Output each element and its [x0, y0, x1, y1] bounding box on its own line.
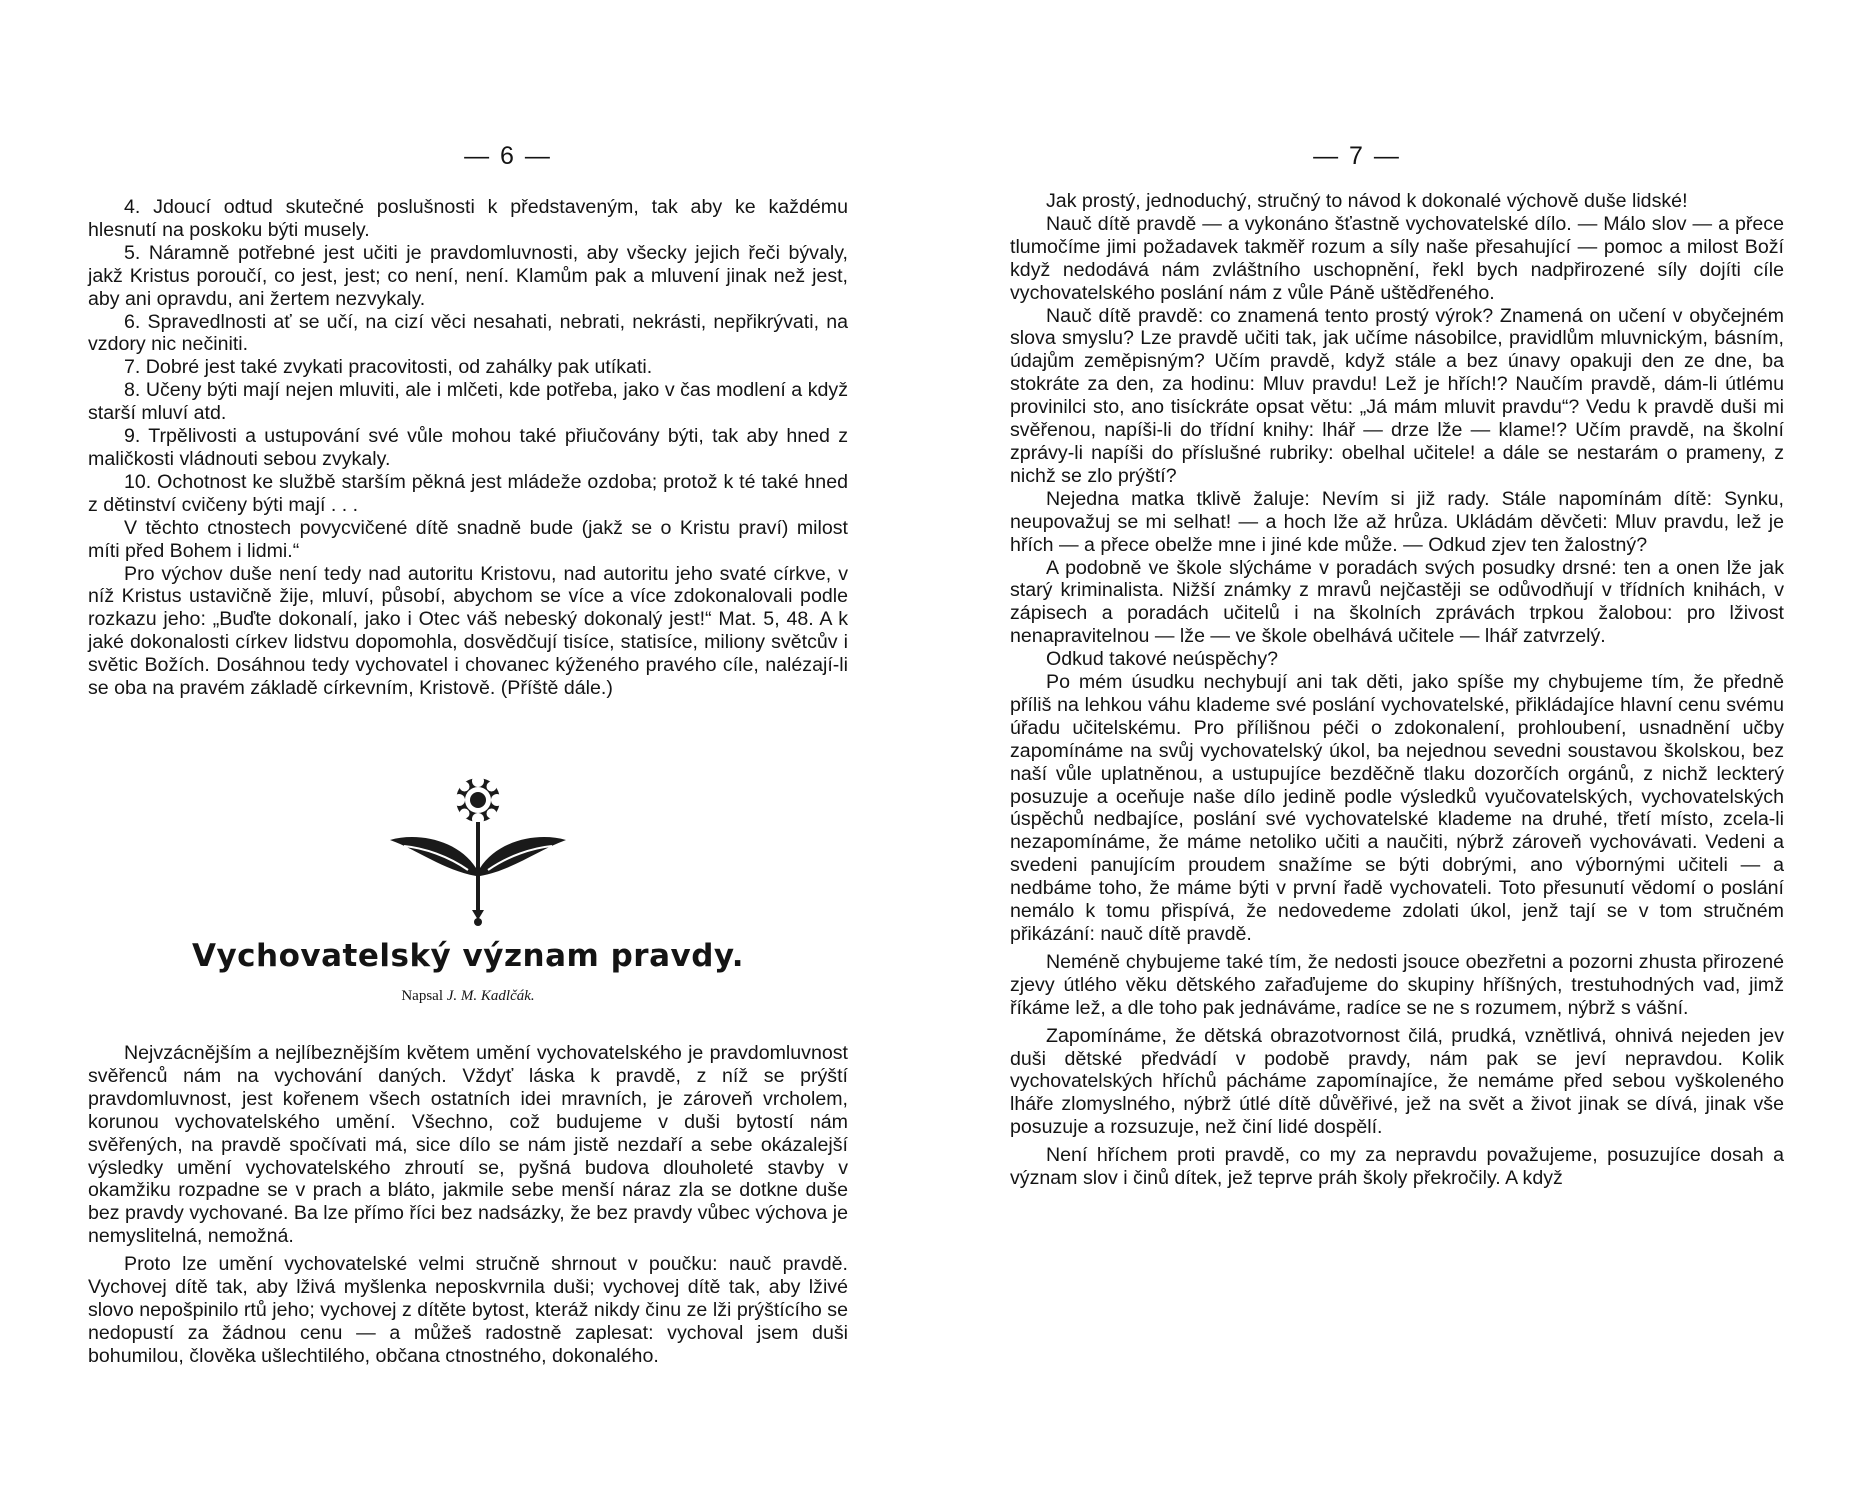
paragraph: Pro výchov duše není tedy nad autoritu Kristovu, nad autoritu jeho svaté církve, v níž Kristus ustavičně žije, mluví, působí, abychom se více a více zdokonalovali podle rozkazu jeho: „Buďte dokonalí, jako i Otec váš nebeský dokonalý jest!“ Mat. 5, 48. A k jaké dokonalosti církev lidstvu dopomohla, dosvědčují tisíce, statisíce, miliony světcův i světic Božích. Dosáhnou tedy vychovatel i chovanec kýženého pravého cíle, nalézají-li se oba na pravém základě církevním, Kristově. (Příště dále.)	[88, 562, 848, 700]
right-page-text	[1010, 190, 1784, 1190]
paragraph: V těchto ctnostech povycvičené dítě snadně bude (jakž se o Kristu praví) milost míti před Bohem i lidmi.“	[88, 516, 848, 562]
article-byline	[88, 988, 848, 1005]
paragraph: 8. Učeny býti mají nejen mluviti, ale i mlčeti, kde potřeba, jako v čas modlení a když starší mluví atd.	[88, 379, 848, 425]
page-number-left: — 6 —	[464, 142, 552, 170]
paragraph: Jak prostý, jednoduchý, stručný to návod k dokonalé výchově duše lidské!	[1046, 190, 1688, 212]
paragraph: Proto lze umění vychovatelské velmi stručně shrnout v poučku: nauč pravdě. Vychovej dítě tak, aby lživá myšlenka neposkvrnila duši; vychovej dítě tak, aby lživé slovo nepošpinilo rtů jeho; vychovej z dítěte bytost, kteráž nikdy činu ze lži prýštícího se nedopustí za žádnou cenu — a můžeš radostně zaplesat: vychoval jsem duši bohumilou, člověka ušlechtilého, občana ctnostného, dokonalého.	[88, 1253, 848, 1367]
paragraph: Nauč dítě pravdě — a vykonáno šťastně vychovatelské dílo. — Málo slov — a přece tlumočíme jimi požadavek takměř rozum a síly naše přesahující — pomoc a milost Boží když nedodává nám zvláštního uschopnění, řekl bych nadpřirozené síly dojíti cíle vychovatelského poslání nám z vůle Páně uštědřeného.	[1010, 212, 1784, 304]
paragraph: Není hříchem proti pravdě, co my za nepravdu považujeme, posuzujíce dosah a význam slov i činů dítek, jež teprve práh školy překročily. A když	[1010, 1144, 1784, 1190]
paragraph: Nejvzácnějším a nejlíbeznějším květem umění vychovatelského je pravdomluvnost svěřenců nám na vychování daných. Vždyť láska k pravdě, z níž se prýští pravdomluvnost, jest kořenem všech ostatních idei mravních, je zároveň vrcholem, korunou vychovatelského umění. Všechno, což budujeme v duši bytostí nám svěřených, na pravdě spočívati má, sice dílo se nám jistě nezdaří a sebe okázalejší výsledky umění vychovatelského zhroutí se, pyšná budova dlouholeté stavby v okamžiku rozpadne se v prach a bláto, jakmile sebe menší náraz zla se dotkne duše bez pravdy vychované. Ba lze přímo říci bez nadsázky, že bez pravdy vůbec výchova je nemyslitelná, nemožná.	[88, 1042, 848, 1248]
flower-ornament-icon	[388, 770, 568, 930]
paragraph: 5. Náramně potřebné jest učiti je pravdomluvnosti, aby všecky jejich řeči bývaly, jakž Kristus poroučí, co jest, jest; co není, není. Klamům pak a mluvení jinak než jest, aby ani opravdu, ani žertem nezvykaly.	[88, 241, 848, 310]
paragraph: 10. Ochotnost ke službě starším pěkná jest mládeže ozdoba; protož k té také hned z dětinství cvičeny býti mají . . .	[88, 470, 848, 516]
paragraph: 6. Spravedlnosti ať se učí, na cizí věci nesahati, nebrati, nekrásti, nepřikrývati, na vzdory nic nečiniti.	[88, 310, 848, 356]
paragraph: Nejedna matka tklivě žaluje: Nevím si již rady. Stále napomínám dítě: Synku, neupovažuj se mi selhat! — a hoch lže až hrůza. Ukládám děvčeti: Mluv pravdu, lež je hřích — a přece obelže mne i jiné kde může. — Odkud zjev ten žalostný?	[1010, 487, 1784, 556]
paragraph: A podobně ve škole slýcháme v poradách svých posudky drsné: ten a onen lže jak starý kriminalista. Nižší známky z mravů nejčastěji se odůvodňují v třídních knihách, v zápisech a poradách učitelů i na školních zprávách trpkou žalobou: pro lživost nenapravitelnou — lže — ve škole obelhává učitele — lhář zatvrzelý.	[1010, 556, 1784, 648]
paragraph: Zapomínáme, že dětská obrazotvornost čilá, prudká, vznětlivá, ohnivá nejeden jev duši dětské předvádí v podobě pravdy, nám pak se jeví nepravdou. Kolik vychovatelských hříchů pácháme zapomínajíce, že nemáme před sebou vyškoleného lháře zlomyslného, nýbrž útlé dítě důvěřivé, jež na svět a život jinak se dívá, jinak vše posuzuje a rozsuzuje, než činí lidé dospělí.	[1010, 1024, 1784, 1139]
left-page-text	[88, 196, 848, 700]
byline-prefix: Napsal	[401, 988, 443, 1004]
paragraph: 7. Dobré jest také zvykati pracovitosti, od zahálky pak utíkati.	[124, 356, 653, 379]
paragraph: 9. Trpělivosti a ustupování své vůle mohou také přiučovány býti, tak aby hned z maličkosti vládnouti sebou zvykaly.	[88, 425, 848, 470]
page-number-right: — 7 —	[1313, 142, 1401, 170]
paragraph: Po mém úsudku nechybují ani tak děti, jako spíše my chybujeme tím, že předně příliš na lehkou váhu klademe své poslání vychovatelské, přikládajíce hlavní cenu svému úřadu učitelskému. Pro přílišnou péči o zdokonalení, prohloubení, usnadnění učby zapomínáme na svůj vychovatelský úkol, ba nejednou sevedni soustavou školskou, bez naší vůle uplatněnou, a ustupujíce bezděčně tlaku dozorčích orgánů, z nichž leckterý posuzuje a oceňuje naše dílo jedině podle výsledků vyučovatelských, vychovatelských úspěchů nedbajíce, poslání své vychovatelské klademe na druhé, třetí místo, zcela-li nezapomínáme, že máme netoliko učiti a naučiti, nýbrž zároveň vychovávati. Vedeni a svedeni panujícím proudem snažíme se býti dobrými, ano výbornými učiteli — a nedbáme toho, že máme býti v první řadě vychovateli. Toto přesunutí vědomí o poslání nemálo k tomu přispívá, že nedovedeme zdolati úkol, jenž tají se v tom stručném přikázání: nauč dítě pravdě.	[1010, 671, 1784, 945]
paragraph: 4. Jdoucí odtud skutečné poslušnosti k představeným, tak aby ke každému hlesnutí na poskoku býti musely.	[88, 196, 848, 241]
byline-author: J. M. Kadlčák.	[446, 988, 535, 1004]
article-text	[88, 1042, 848, 1368]
paragraph: Nauč dítě pravdě: co znamená tento prostý výrok? Znamená on učení v obyčejném slova smyslu? Lze pravdě učiti tak, jak učíme násobilce, pravidlům mluvnickým, básním, údajům zeměpisným? Učím pravdě, když stále a bez únavy opakuji den ze dne, ba stokráte za den, za hodinu: Mluv pravdu! Lež je hřích!? Naučím pravdě, dám-li útlému provinilci sto, ano tisíckráte opsat větu: „Já mám mluvit pravdu“? Vedu k pravdě duši mi svěřenou, napíši-li do třídní knihy: lhář — drze lže — klame!? Učím pravdě, na školní zprávy-li napíši do příslušné rubriky: obelhal učitele! a dále se nestarám o prameny, z nichž se zlo prýští?	[1010, 304, 1784, 487]
paragraph: Neméně chybujeme také tím, že nedosti jsouce obezřetni a pozorni zhusta přirozené zjevy útlého věku dětského zařaďujeme do skupiny hříšných, trestuhodných vad, jimž říkáme lež, a dle toho pak jednáváme, radíce se ne s rozumem, nýbrž s vášní.	[1010, 950, 1784, 1019]
article-title: Vychovatelský význam pravdy.	[191, 938, 745, 974]
paragraph: Odkud takové neúspěchy?	[1046, 648, 1279, 671]
